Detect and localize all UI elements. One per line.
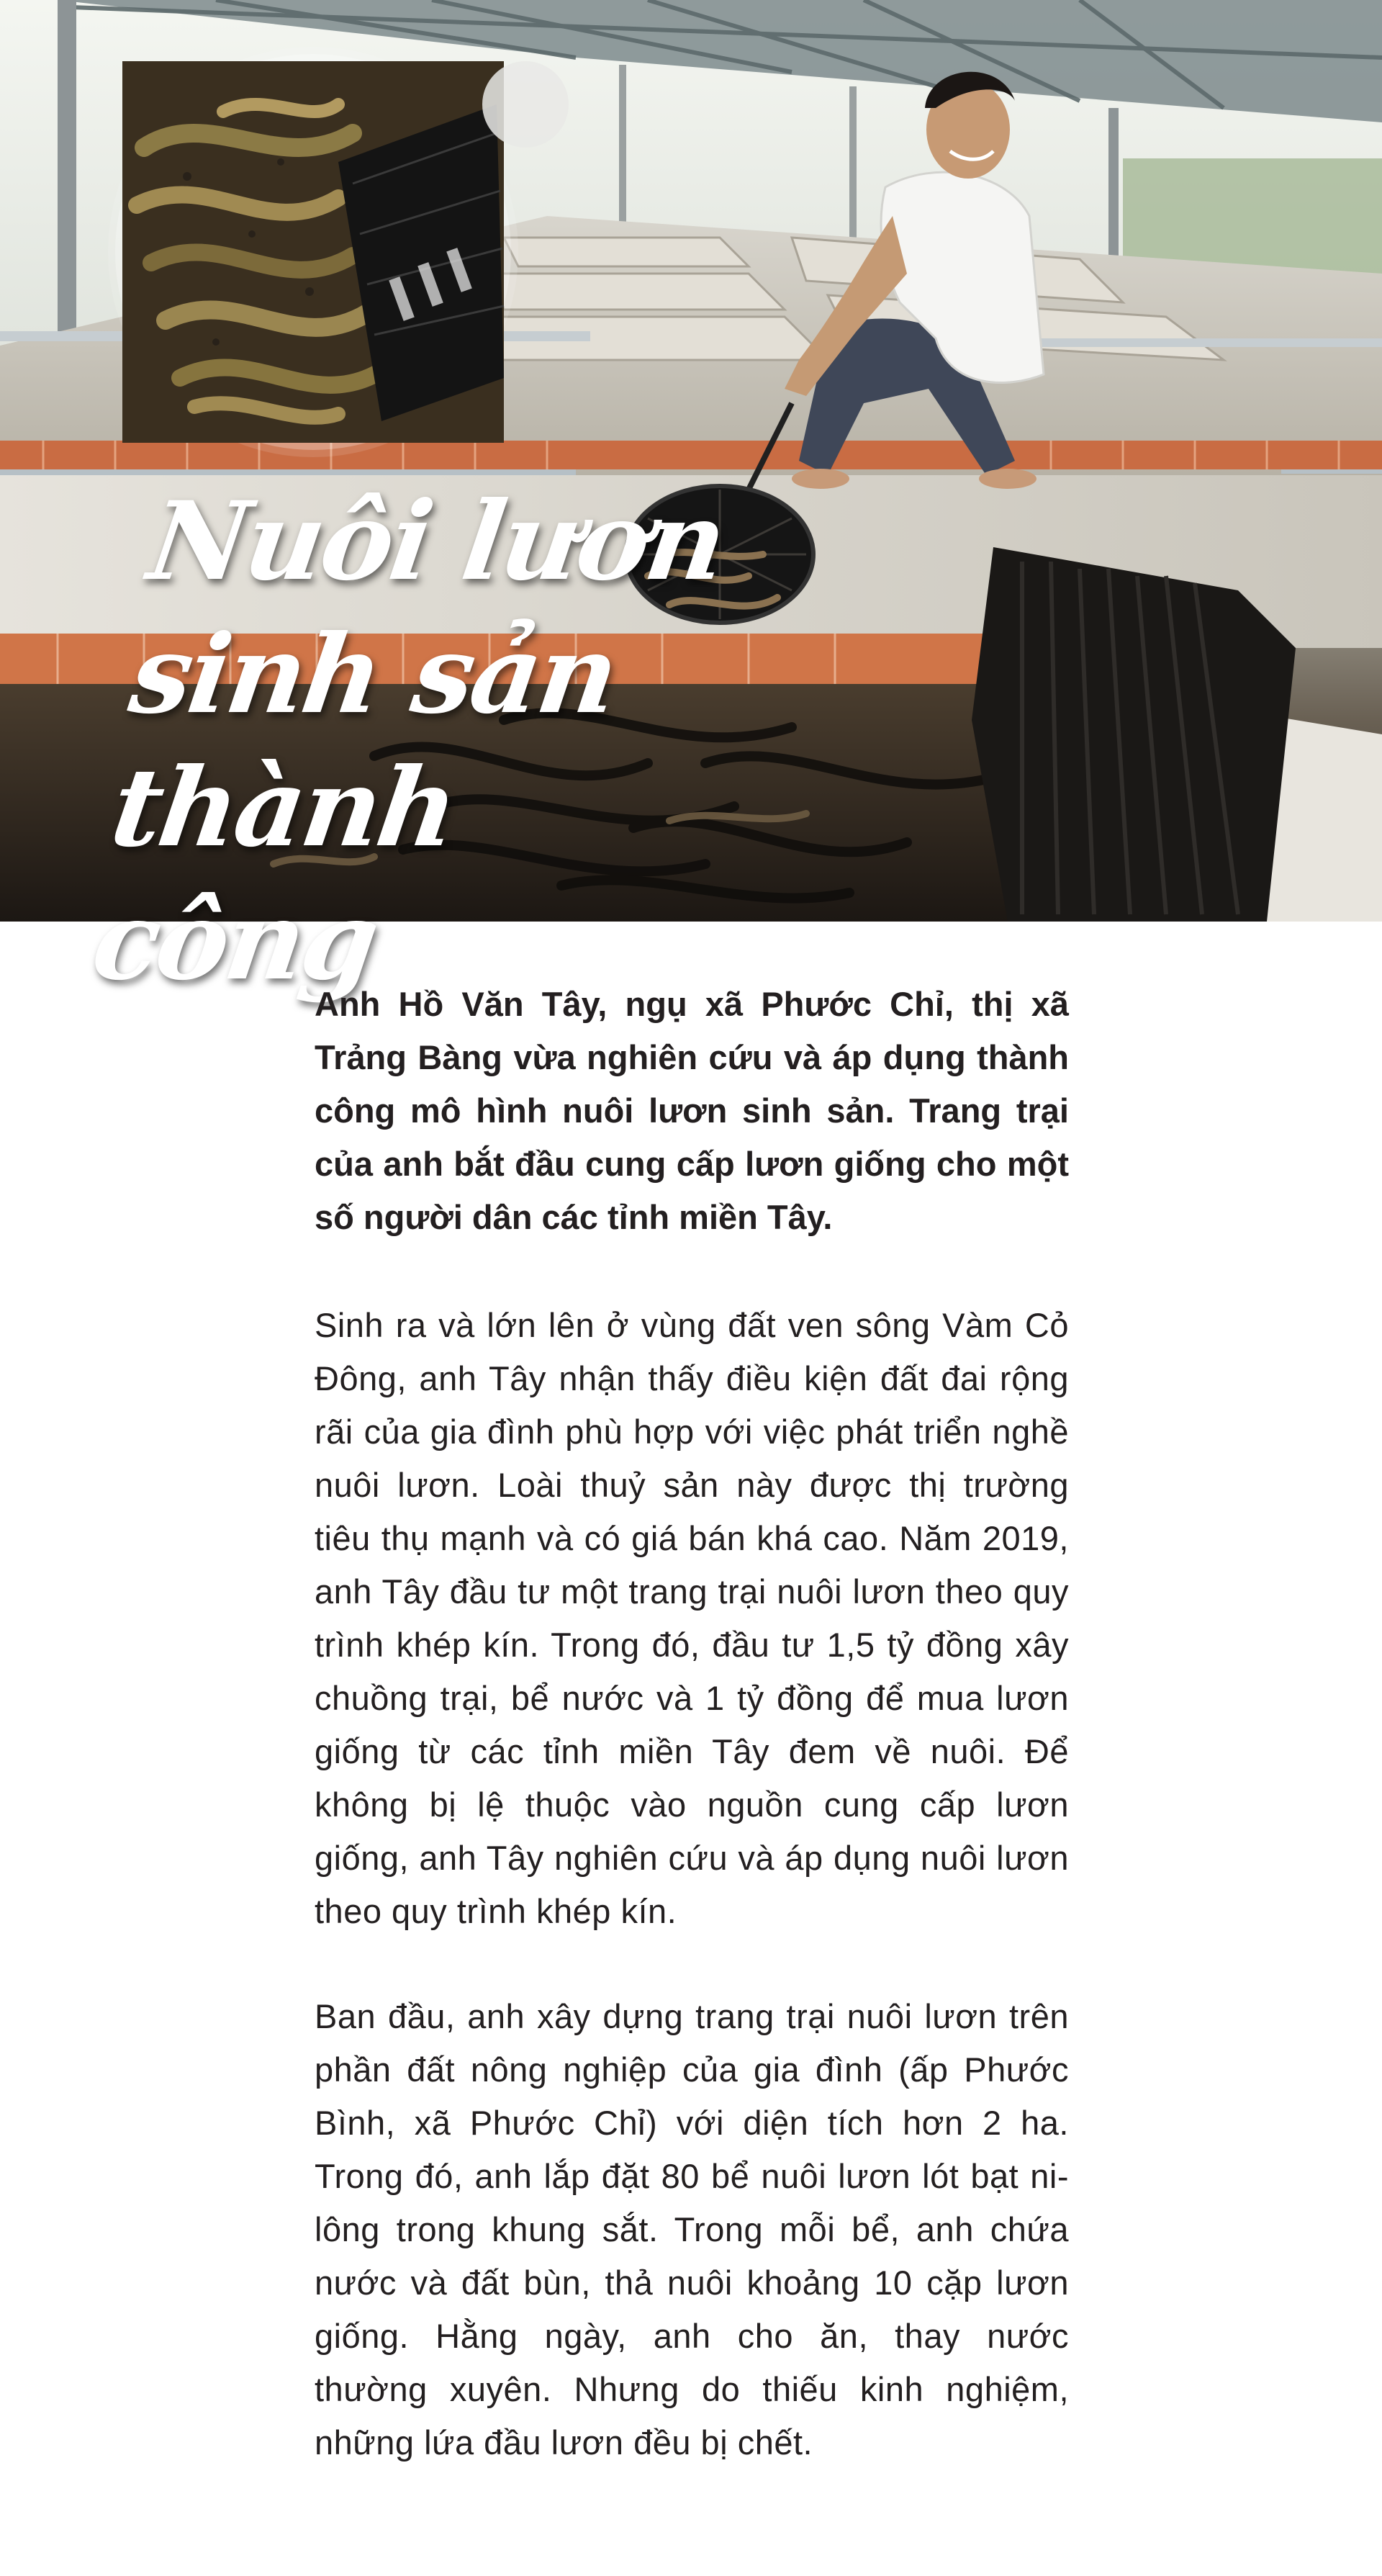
title-line-1: Nuôi lươn xyxy=(141,478,732,605)
eel-closeup-image xyxy=(122,61,504,443)
title-line-3: thành công xyxy=(85,744,464,1004)
eel-closeup-inset xyxy=(122,61,504,443)
article-title xyxy=(85,475,808,1008)
article-paragraph-1: Sinh ra và lớn lên ở vùng đất ven sông Vàm Cỏ Đông, anh Tây nhận thấy điều kiện đất đai rộng rãi của gia đình phù hợp với việc phát triển nghề nuôi lươn. Loài thuỷ sản này được thị trường tiêu thụ mạnh và có giá bán khá cao. Năm 2019, anh Tây đầu tư một trang trại nuôi lươn theo quy trình khép kín. Trong đó, đầu tư 1,5 tỷ đồng xây chuồng trại, bể nước và 1 tỷ đồng để mua lươn giống từ các tỉnh miền Tây đem về nuôi. Để không bị lệ thuộc vào nguồn cung cấp lươn giống, anh Tây nghiên cứu và áp dụng nuôi lươn theo quy trình khép kín. xyxy=(315,1306,1069,1930)
hero-photo xyxy=(0,0,1382,1004)
title-line-2: sinh sản xyxy=(122,611,623,738)
article-lead: Anh Hồ Văn Tây, ngụ xã Phước Chỉ, thị xã Trảng Bàng vừa nghiên cứu và áp dụng thành công mô hình nuôi lươn sinh sản. Trang trại của anh bắt đầu cung cấp lươn giống cho một số người dân các tỉnh miền Tây. xyxy=(315,985,1069,1236)
article-body xyxy=(315,978,1069,2521)
article-paragraph-2: Ban đầu, anh xây dựng trang trại nuôi lươn trên phần đất nông nghiệp của gia đình (ấp Phước Bình, xã Phước Chỉ) với diện tích hơn 2 ha. Trong đó, anh lắp đặt 80 bể nuôi lươn lót bạt ni-lông trong khung sắt. Trong mỗi bể, anh chứa nước và đất bùn, thả nuôi khoảng 10 cặp lươn giống. Hằng ngày, anh cho ăn, thay nước thường xuyên. Nhưng do thiếu kinh nghiệm, những lứa đầu lươn đều bị chết. xyxy=(315,1997,1069,2462)
